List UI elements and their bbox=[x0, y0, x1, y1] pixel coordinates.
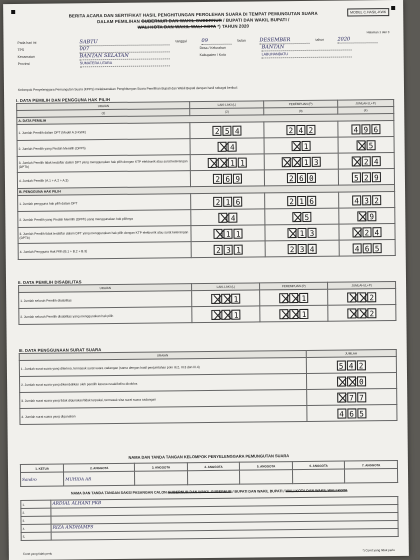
digit-box[interactable]: 5 bbox=[373, 243, 382, 253]
row-label: 2. Jumlah Pemilih yang Pindah Memilih (DPPh) yang menggunakan hak pilihnya bbox=[18, 210, 192, 228]
row-label: 3. Jumlah Pemilih tidak terdaftar dalam DPT yang menggunakan hak pilih dengan KTP elektronik atau surat keterangan (DPTb) bbox=[18, 226, 192, 244]
digit-box[interactable]: 3 bbox=[312, 156, 321, 166]
digit-box[interactable]: 4 bbox=[351, 124, 360, 134]
subsection-a-title: A. DATA PEMILIH bbox=[17, 114, 394, 125]
row-label: 1. Jumlah surat suara yang diterima, termasuk surat suara cadangan (sama dengan hasil penjumlahan poin III.2, III.3 dan III.4) bbox=[19, 357, 306, 376]
row-label: 2. Jumlah surat suara yang dikembalikan oleh pemilih karena rusak/keliru dicoblos bbox=[19, 373, 306, 392]
digit-box[interactable] bbox=[356, 140, 365, 150]
value-cell-pr bbox=[264, 137, 338, 154]
value-cell-lk bbox=[192, 306, 260, 323]
value-cell-lk bbox=[191, 193, 265, 210]
saksi-number: 1. bbox=[21, 500, 51, 508]
table-row bbox=[18, 240, 395, 260]
value-cell-jml bbox=[338, 192, 394, 209]
digit-boxes bbox=[340, 243, 393, 254]
saksi-number: 5. bbox=[21, 532, 51, 540]
digit-box[interactable]: 2 bbox=[357, 360, 366, 370]
digit-boxes bbox=[193, 244, 264, 255]
digit-box[interactable]: 5 bbox=[366, 140, 375, 150]
digit-boxes bbox=[192, 141, 263, 152]
page-footer: Coret yang tidak perlu *) Coret yang tidak perlu bbox=[22, 548, 395, 556]
digit-box[interactable]: 1 bbox=[238, 157, 247, 167]
section-iii-title: III. DATA PENGGUNAAN SURAT SUARA bbox=[18, 347, 102, 353]
value-cell-lk bbox=[192, 241, 266, 258]
digit-box[interactable]: 5 bbox=[302, 211, 311, 221]
digit-box[interactable] bbox=[221, 293, 230, 303]
value-cell-jml bbox=[306, 405, 397, 422]
value-cell-jml bbox=[328, 289, 396, 306]
document-page bbox=[3, 0, 409, 560]
value-cell-pr bbox=[260, 289, 328, 306]
kpps-signature-table bbox=[20, 460, 398, 487]
digit-box[interactable]: 4 bbox=[372, 227, 381, 237]
value-cell-pr bbox=[264, 169, 338, 186]
digit-box[interactable] bbox=[357, 308, 366, 318]
form-model-label: MODEL C.HASIL-KWK bbox=[347, 8, 389, 16]
digit-box[interactable]: 4 bbox=[228, 141, 237, 151]
section-ii bbox=[18, 276, 396, 325]
saksi-number: 3. bbox=[21, 516, 51, 524]
digit-box[interactable]: 4 bbox=[353, 243, 362, 253]
row-label: 4. Jumlah Pengguna Hak Pilih (B.1 + B.2 + B.3) bbox=[18, 242, 192, 260]
digit-boxes bbox=[192, 125, 263, 136]
digit-box[interactable]: 1 bbox=[302, 156, 311, 166]
digit-boxes bbox=[192, 173, 263, 184]
value-cell-jml bbox=[328, 305, 396, 322]
day-field[interactable]: SABTU bbox=[79, 38, 169, 46]
digit-box[interactable] bbox=[282, 157, 291, 167]
digit-boxes bbox=[194, 309, 259, 320]
digit-boxes bbox=[192, 157, 263, 168]
document-title: BERITA ACARA DAN SERTIFIKAT HASIL PENGHITUNGAN PEROLEHAN SUARA DI TEMPAT PEMUNGUTAN SUARA DALAM PEMILIHAN GUBERNUR DAN WAKIL GUBERNUR / BUPATI DAN WAKIL BUPATI / WALI KOTA DAN WAKIL WALI KOTA *) TAHUN 2020 bbox=[68, 10, 318, 30]
value-cell-lk bbox=[191, 170, 265, 187]
digit-box[interactable]: 2 bbox=[286, 125, 295, 135]
disability-table: URAIAN LAKI-LAKI (L) PEREMPUAN (P) JUMLAH (L+P) 1. Jumlah seluruh Pemilih disabilitas 1 1 2 2. Jumlah seluruh Pemilih disabilitas yang menggunakan hak pilih 1 1 2 bbox=[18, 281, 396, 325]
kpps-signature[interactable] bbox=[187, 470, 240, 485]
table-row bbox=[19, 305, 396, 325]
value-cell-pr bbox=[260, 305, 328, 322]
digit-box[interactable]: 3 bbox=[362, 195, 371, 205]
digit-box[interactable]: 4 bbox=[347, 360, 356, 370]
kpps-role: 4. ANGGOTA bbox=[187, 462, 240, 471]
value-cell-lk bbox=[191, 209, 265, 226]
digit-box[interactable]: 2 bbox=[287, 173, 296, 183]
digit-box[interactable]: 6 bbox=[297, 172, 306, 182]
value-cell-lk bbox=[192, 290, 260, 307]
kpps-signature[interactable] bbox=[292, 469, 345, 484]
table-row bbox=[20, 405, 397, 425]
tps-field[interactable]: 007 bbox=[80, 45, 170, 53]
value-cell-lk bbox=[191, 154, 265, 171]
digit-box[interactable] bbox=[208, 157, 217, 167]
digit-boxes bbox=[193, 212, 264, 223]
value-cell-pr bbox=[265, 192, 339, 209]
digit-boxes bbox=[194, 293, 259, 304]
value-cell-jml bbox=[338, 153, 394, 170]
digit-box[interactable]: 2 bbox=[362, 156, 371, 166]
digit-box[interactable]: 2 bbox=[213, 173, 222, 183]
kpps-signature[interactable] bbox=[135, 471, 188, 486]
digit-box[interactable] bbox=[352, 156, 361, 166]
voter-data-table: URAIAN LAKI-LAKI (L) PEREMPUAN (P) JUMLAH (L+P) (1) (2) (3) (4) A. DATA PEMILIH 1. Jumlah Pemilih dalam DPT (Model A.3-KWK) 2 5 4 2 4 2 4 9 6 2. Jumlah Pemilih yang Pindah Memilih (DPPh) 4 1 5 3. Jumlah Pemilih tidak terdaftar dalam DPT yang menggunakan hak pilih dengan KTP elektronik atau surat keterangan (DPTb) 1 1 1 3 2 4 4. Jumlah Pemilih (A.1 + A.2 + A.3) 2 6 9 2 6 0 5 2 9 B. PENGGUNA HAK PILIH 1. Jumlah pengguna hak pilih dalam DPT 2 1 6 2 1 6 4 3 2 2. Jumlah Pemilih yang Pindah Memilih (DPPh) yang menggunakan hak pilihnya 4 5 9 3. Jumlah Pemilih tidak terdaftar dalam DPT yang menggunakan hak pilih dengan KTP elektronik atau surat keterangan (DPTb) 1 1 1 3 2 4 4. Jumlah Pengguna Hak Pilih (B.1 + B.2 + B.3) 2 3 1 2 3 4 4 6 5 bbox=[16, 99, 396, 260]
digit-box[interactable]: 2 bbox=[372, 195, 381, 205]
digit-box[interactable]: 6 bbox=[371, 124, 380, 134]
digit-box[interactable]: 1 bbox=[231, 293, 240, 303]
digit-box[interactable]: 6 bbox=[223, 173, 232, 183]
kpps-signature[interactable] bbox=[240, 470, 293, 485]
saksi-signature-title: NAMA DAN TANDA TANGAN SAKSI PASANGAN CALON GUBERNUR DAN WAKIL GUBERNUR / BUPATI DAN WAKIL BUPATI / WALI KOTA DAN WAKIL WALI KOTA bbox=[70, 488, 348, 496]
desa-field[interactable]: BANTAN bbox=[262, 43, 352, 51]
digit-box[interactable]: 2 bbox=[213, 125, 222, 135]
digit-box[interactable] bbox=[211, 293, 220, 303]
kpps-role: 2. ANGGOTA bbox=[64, 463, 135, 472]
digit-boxes bbox=[340, 211, 393, 222]
section-iii bbox=[19, 344, 398, 425]
digit-box[interactable]: 2 bbox=[367, 292, 376, 302]
year-field[interactable]: 2020 bbox=[337, 36, 377, 43]
value-cell-lk bbox=[190, 122, 264, 139]
provinsi-field[interactable]: SUMATERA UTARA bbox=[80, 59, 170, 67]
digit-box[interactable]: 3 bbox=[298, 243, 307, 253]
digit-box[interactable] bbox=[357, 211, 366, 221]
digit-box[interactable]: 6 bbox=[347, 408, 356, 418]
digit-boxes bbox=[329, 292, 394, 303]
row-label: 3. Jumlah surat suara yang tidak digunakan/tidak terpakai, termasuk sisa surat suara cadangan bbox=[20, 389, 307, 408]
digit-box[interactable]: 2 bbox=[287, 196, 296, 206]
digit-box[interactable]: 2 bbox=[306, 124, 315, 134]
digit-boxes bbox=[339, 140, 392, 151]
digit-box[interactable]: 4 bbox=[372, 156, 381, 166]
value-cell-jml bbox=[339, 208, 395, 225]
digit-boxes bbox=[308, 376, 396, 387]
digit-box[interactable] bbox=[218, 141, 227, 151]
digit-box[interactable] bbox=[347, 308, 356, 318]
digit-boxes bbox=[329, 308, 394, 319]
digit-box[interactable]: 1 bbox=[232, 309, 241, 319]
value-cell-pr bbox=[264, 153, 338, 170]
value-cell-jml bbox=[338, 121, 394, 138]
value-cell-pr bbox=[265, 208, 339, 225]
digit-box[interactable] bbox=[222, 309, 231, 319]
month-field[interactable]: DESEMBER bbox=[259, 37, 309, 45]
digit-box[interactable]: 6 bbox=[363, 243, 372, 253]
digit-box[interactable] bbox=[292, 157, 301, 167]
ballot-usage-table: URAIAN JUMLAH 1. Jumlah surat suara yang diterima, termasuk surat suara cadangan (sama dengan hasil penjumlahan poin III.2, III.3 dan III.4) 5 4 2 2. Jumlah surat suara yang dikembalikan oleh pemilih karena rusak/keliru dicoblos 0 3. Jumlah surat suara yang tidak digunakan/tidak terpakai, termasuk sisa surat suara cadangan 7 7 4. Jumlah surat suara yang digunakan 4 6 5 bbox=[19, 349, 398, 425]
digit-boxes bbox=[307, 360, 395, 371]
digit-box[interactable] bbox=[337, 392, 346, 402]
digit-box[interactable]: 1 bbox=[228, 157, 237, 167]
value-cell-pr bbox=[265, 240, 339, 257]
digit-boxes bbox=[340, 172, 393, 183]
digit-box[interactable]: 6 bbox=[233, 196, 242, 206]
digit-boxes bbox=[340, 156, 393, 167]
digit-box[interactable] bbox=[218, 157, 227, 167]
digit-box[interactable] bbox=[219, 212, 228, 222]
digit-box[interactable]: 9 bbox=[361, 124, 370, 134]
kpps-role: 7. ANGGOTA bbox=[345, 461, 398, 470]
digit-box[interactable]: 4 bbox=[229, 212, 238, 222]
digit-box[interactable]: 1 bbox=[297, 195, 306, 205]
digit-boxes bbox=[193, 228, 264, 239]
digit-box[interactable] bbox=[289, 309, 298, 319]
digit-boxes bbox=[193, 196, 264, 207]
value-cell-jml bbox=[306, 373, 397, 390]
digit-boxes bbox=[261, 292, 326, 303]
subsection-b-title: B. PENGGUNA HAK PILIH bbox=[18, 185, 395, 196]
digit-box[interactable]: 5 bbox=[357, 408, 366, 418]
kpps-role: 5. ANGGOTA bbox=[240, 462, 293, 471]
saksi-number: 2. bbox=[21, 508, 51, 516]
kpps-signature[interactable]: Sandro bbox=[21, 472, 64, 486]
saksi-signature-table bbox=[20, 496, 398, 541]
digit-box[interactable]: 5 bbox=[337, 360, 346, 370]
row-label: 1. Jumlah pengguna hak pilih dalam DPT bbox=[18, 194, 192, 212]
identity-block: Pada hari ini SABTU tanggal 09 bulan DESEMBER tahun 2020 TPS 007 Desa / Kelurahan BANTAN Kecamatan BANTAN SELATAN Kabupaten / Kota LABUHANBATU Provinsi SUMATERA UTARA bbox=[17, 36, 389, 68]
digit-box[interactable] bbox=[292, 211, 301, 221]
digit-box[interactable]: 5 bbox=[223, 125, 232, 135]
digit-box[interactable] bbox=[337, 376, 346, 386]
digit-box[interactable] bbox=[289, 293, 298, 303]
value-cell-jml bbox=[306, 389, 397, 406]
corner-marker bbox=[391, 6, 395, 10]
digit-box[interactable]: 4 bbox=[308, 243, 317, 253]
digit-box[interactable]: 1 bbox=[234, 244, 243, 254]
digit-box[interactable] bbox=[291, 141, 300, 151]
digit-box[interactable]: 4 bbox=[352, 195, 361, 205]
digit-box[interactable]: 9 bbox=[372, 172, 381, 182]
kpps-signature[interactable] bbox=[345, 469, 398, 484]
digit-box[interactable]: 1 bbox=[224, 228, 233, 238]
digit-box[interactable]: 4 bbox=[337, 408, 346, 418]
value-cell-lk bbox=[191, 225, 265, 242]
digit-box[interactable]: 2 bbox=[214, 244, 223, 254]
digit-boxes bbox=[265, 124, 336, 135]
digit-box[interactable] bbox=[287, 228, 296, 238]
digit-box[interactable]: 7 bbox=[357, 392, 366, 402]
value-cell-pr bbox=[265, 224, 339, 241]
digit-box[interactable]: 2 bbox=[362, 172, 371, 182]
kpps-role: 6. ANGGOTA bbox=[292, 461, 345, 470]
digit-boxes bbox=[262, 308, 327, 319]
section-ii-title: II. DATA PEMILIH DISABILITAS bbox=[17, 279, 82, 285]
digit-box[interactable]: 9 bbox=[233, 173, 242, 183]
digit-box[interactable] bbox=[279, 309, 288, 319]
kpps-signature[interactable]: MUHIDA AR bbox=[64, 471, 135, 486]
digit-box[interactable]: 5 bbox=[352, 172, 361, 182]
digit-boxes bbox=[308, 408, 396, 419]
digit-boxes bbox=[266, 211, 337, 222]
digit-box[interactable] bbox=[212, 309, 221, 319]
digit-box[interactable]: 4 bbox=[296, 124, 305, 134]
page-count: Halaman 1 dari 3 bbox=[366, 30, 390, 35]
kabupaten-field[interactable]: LABUHANBATU bbox=[262, 50, 352, 58]
value-cell-pr bbox=[264, 121, 338, 138]
digit-box[interactable]: 1 bbox=[299, 308, 308, 318]
value-cell-jml bbox=[306, 357, 397, 374]
digit-boxes bbox=[267, 227, 338, 238]
saksi-signature[interactable]: RIZA ANDHAMPS bbox=[51, 521, 398, 533]
kpps-role: 3. ANGGOTA bbox=[135, 463, 188, 472]
row-label: 4. Jumlah surat suara yang digunakan bbox=[20, 405, 307, 424]
saksi-signature[interactable]: ARDIAL ALHANI PKB bbox=[51, 497, 398, 509]
row-label: 4. Jumlah Pemilih (A.1 + A.2 + A.3) bbox=[17, 171, 191, 189]
row-label: 1. Jumlah seluruh Pemilih disabilitas bbox=[19, 291, 193, 309]
digit-boxes bbox=[266, 140, 337, 151]
digit-box[interactable] bbox=[279, 293, 288, 303]
digit-box[interactable]: 7 bbox=[347, 392, 356, 402]
digit-boxes bbox=[340, 227, 393, 238]
value-cell-jml bbox=[338, 169, 394, 186]
digit-boxes bbox=[266, 172, 337, 183]
value-cell-jml bbox=[339, 240, 395, 257]
digit-boxes bbox=[267, 243, 338, 254]
kpps-signature-title: NAMA DAN TANDA TANGAN KELOMPOK PENYELENGGARA PEMUNGUTAN SUARA bbox=[128, 453, 290, 460]
digit-box[interactable]: 0 bbox=[357, 376, 366, 386]
digit-box[interactable]: 3 bbox=[307, 227, 316, 237]
section-i-title: I. DATA PEMILIH DAN PENGGUNA HAK PILIH bbox=[16, 96, 110, 103]
digit-box[interactable] bbox=[352, 227, 361, 237]
digit-boxes bbox=[266, 156, 337, 167]
corner-marker bbox=[11, 10, 15, 14]
digit-box[interactable]: 1 bbox=[234, 228, 243, 238]
digit-boxes bbox=[266, 195, 337, 206]
digit-box[interactable]: 4 bbox=[233, 125, 242, 135]
saksi-number: 4. bbox=[21, 524, 51, 532]
digit-box[interactable]: 2 bbox=[288, 244, 297, 254]
row-label: 3. Jumlah Pemilih tidak terdaftar dalam DPT yang menggunakan hak pilih dengan KTP elektronik atau surat keterangan (DPTb) bbox=[17, 155, 191, 173]
row-label: 2. Jumlah Pemilih yang Pindah Memilih (DPPh) bbox=[17, 139, 191, 157]
digit-box[interactable]: 0 bbox=[307, 172, 316, 182]
row-label: 1. Jumlah Pemilih dalam DPT (Model A.3-KWK) bbox=[17, 123, 191, 141]
digit-box[interactable]: 3 bbox=[224, 244, 233, 254]
digit-box[interactable]: 1 bbox=[301, 140, 310, 150]
digit-box[interactable] bbox=[347, 292, 356, 302]
digit-box[interactable] bbox=[214, 228, 223, 238]
value-cell-lk bbox=[190, 138, 264, 155]
digit-boxes bbox=[339, 124, 392, 135]
kecamatan-field[interactable]: BANTAN SELATAN bbox=[80, 52, 170, 60]
intro-text: Kelompok Penyelenggara Pemungutan Suara (KPPS) melaksanakan Penghitungan Suara Pemilihan Bupati dan Wakil Bupati dengan hasil sebagai berikut: bbox=[17, 85, 238, 92]
digit-box[interactable]: 2 bbox=[362, 227, 371, 237]
digit-box[interactable]: 1 bbox=[297, 227, 306, 237]
digit-box[interactable]: 6 bbox=[307, 195, 316, 205]
digit-box[interactable]: 9 bbox=[367, 211, 376, 221]
digit-box[interactable]: 1 bbox=[299, 292, 308, 302]
value-cell-jml bbox=[339, 224, 395, 241]
value-cell-jml bbox=[338, 137, 394, 154]
digit-boxes bbox=[308, 392, 396, 403]
digit-box[interactable]: 1 bbox=[223, 196, 232, 206]
digit-box[interactable] bbox=[357, 292, 366, 302]
row-label: 2. Jumlah seluruh Pemilih disabilitas yang menggunakan hak pilih bbox=[19, 307, 193, 325]
date-field[interactable]: 09 bbox=[201, 38, 231, 45]
digit-box[interactable]: 2 bbox=[213, 196, 222, 206]
section-i bbox=[16, 94, 396, 260]
digit-boxes bbox=[340, 195, 393, 206]
digit-box[interactable] bbox=[347, 376, 356, 386]
kpps-role: 1. KETUA bbox=[20, 464, 63, 472]
digit-box[interactable]: 2 bbox=[367, 308, 376, 318]
